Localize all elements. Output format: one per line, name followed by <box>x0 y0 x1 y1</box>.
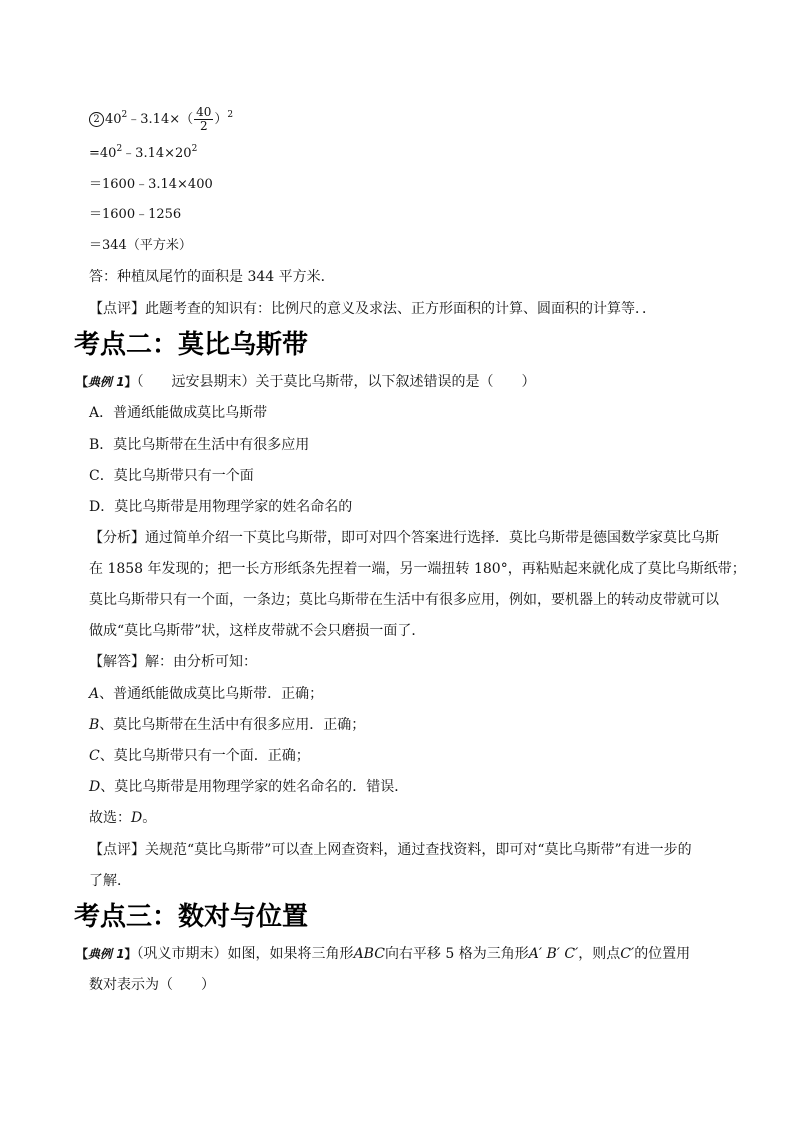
calc-line-3: ＝1600﹣3.14×400 <box>89 177 213 192</box>
option-a: A．普通纸能做成莫比乌斯带 <box>89 405 268 421</box>
option-c: C．莫比乌斯带只有一个面 <box>89 468 254 484</box>
example3-question-line-2: 数对表示为（ ） <box>89 977 215 993</box>
analysis-line-3: 莫比乌斯带只有一个面，一条边；莫比乌斯带在生活中有很多应用，例如，要机器上的转动皮带就可以 <box>89 592 719 608</box>
calc-line-4: ＝1600﹣1256 <box>89 207 182 222</box>
section-heading-mobius: 考点二：莫比乌斯带 <box>74 330 309 360</box>
analysis-line-1: 【分析】通过简单介绍一下莫比乌斯带，即可对四个答案进行选择．莫比乌斯带是德国数学家莫比乌斯 <box>89 530 719 546</box>
comment2-line-2: 了解． <box>89 873 131 889</box>
comment-line: 【点评】此题考查的知识有：比例尺的意义及求法、正方形面积的计算、圆面积的计算等．． <box>89 301 656 317</box>
solution-b: B、莫比乌斯带在生活中有很多应用．正确； <box>89 717 366 733</box>
example3-question: 【典例 1】（巩义市期末）如图，如果将三角形ABC向右平移 5 格为三角形A′ B′ C′，则点C′的位置用 <box>76 946 691 962</box>
answer-line: 答：种植凤尾竹的面积是 344 平方米． <box>89 269 335 285</box>
solution-line: 【解答】解：由分析可知： <box>89 654 257 670</box>
option-d: D．莫比乌斯带是用物理学家的姓名命名的 <box>89 499 353 515</box>
example3-tag: 【典例 1】 <box>76 947 137 961</box>
solution-d: D、莫比乌斯带是用物理学家的姓名命名的．错误． <box>89 779 409 795</box>
analysis-line-2: 在 1858 年发现的；把一长方形纸条先捏着一端，另一端扭转 180°，再粘贴起来就化成了莫比乌斯纸带； <box>89 561 746 577</box>
circled-number: 2 <box>89 112 104 127</box>
solution-a: A、普通纸能做成莫比乌斯带．正确； <box>89 686 324 702</box>
calc-line-1: 2 $40^2﹣3.14\times$（ $\frac{40}{2}$ ）$^2$ <box>89 106 233 133</box>
analysis-line-4: 做成“莫比乌斯带”状，这样皮带就不会只磨损一面了． <box>89 623 426 639</box>
comment2-line-1: 【点评】关规范“莫比乌斯带”可以查上网查资料，通过查找资料，即可对“莫比乌斯带”有进一步的 <box>89 842 692 858</box>
example-question: 【典例 1】（ 远安县期末）关于莫比乌斯带，以下叙述错误的是（ ） <box>76 374 536 390</box>
calc-line-5: ＝344（平方米） <box>89 238 192 253</box>
example-tag: 【典例 1】 <box>76 375 137 389</box>
option-b: B．莫比乌斯带在生活中有很多应用 <box>89 437 310 453</box>
fraction: $\frac{40}{2}$ <box>196 105 212 133</box>
choose-line: 故选：D。 <box>89 810 157 826</box>
solution-c: C、莫比乌斯带只有一个面．正确； <box>89 748 310 764</box>
calc-line-2: $=40^2﹣3.14\times 20^2$ <box>89 144 198 161</box>
section-heading-pairs: 考点三：数对与位置 <box>74 902 309 932</box>
